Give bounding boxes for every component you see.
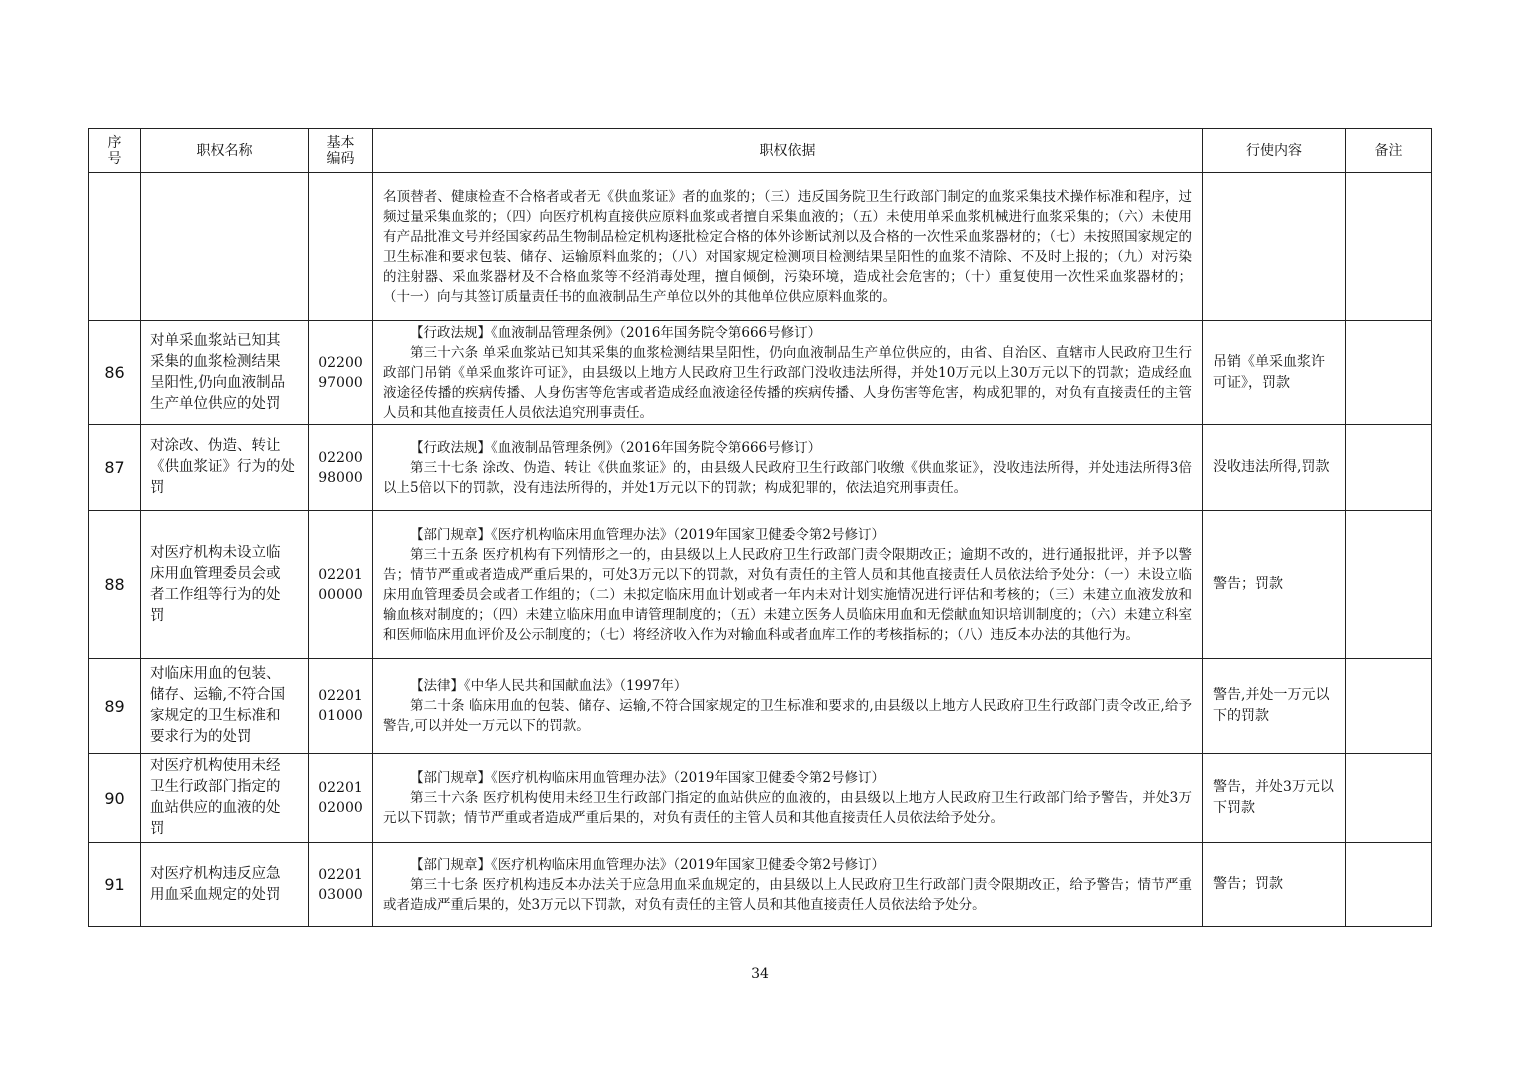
power-name-line: 家规定的卫生标准和 [150, 708, 281, 724]
power-name-line: 者工作组等行为的处 [150, 586, 281, 603]
power-name-line: 对涂改、伪造、转让 [150, 438, 281, 454]
power-name-line: 对医疗机构违反应急 [150, 865, 281, 882]
power-name-line: 对医疗机构使用未经 [150, 758, 281, 774]
row-seq-no: 90 [89, 754, 141, 843]
row-exercise-content: 没收违法所得,罚款 [1203, 425, 1346, 511]
row-power-basis [373, 754, 1203, 843]
table-row [89, 511, 1432, 659]
power-name-line: 床用血管理委员会或 [150, 565, 281, 582]
power-name-line: 罚 [150, 607, 165, 624]
row-remark [1346, 511, 1432, 659]
header-seq-no: 序 号 [89, 129, 141, 173]
continuation-basis-text: 名顶替者、健康检查不合格者或者无《供血浆证》者的血浆的；（三）违反国务院卫生行政部门制定的血浆采集技术操作标准和程序，过频过量采集血浆的；（四）向医疗机构直接供应原料血浆或者擅自采集血液的；（五）未使用单采血浆机械进行血浆采集的；（六）未使用有产品批准文号并经国家药品生物制品检定机构逐批检定合格的体外诊断试剂以及合格的一次性采血浆器材的；（七）未按照国家规定的卫生标准和要求包装、储存、运输原料血浆的；（八）对国家规定检测项目检测结果呈阳性的血浆不清除、不及时上报的；（九）对污染的注射器、采血浆器材及不合格血浆等不经消毒处理，擅自倾倒，污染环境，造成社会危害的；（十）重复使用一次性采血浆器材的；（十一）向与其签订质量责任书的血液制品生产单位以外的其他单位供应原料血浆的。 [383, 188, 1192, 305]
power-name-line: 呈阳性,仍向血液制品 [150, 374, 286, 391]
power-name-line: 对临床用血的包装、 [150, 666, 281, 682]
power-name-line: 采集的血浆检测结果 [150, 353, 281, 370]
basic-code-line: 02200 [318, 354, 363, 371]
power-name-line: 要求行为的处罚 [150, 729, 252, 745]
row-remark [1346, 754, 1432, 843]
basic-code-line: 02201 [318, 866, 363, 883]
row-basic-code [309, 425, 373, 511]
continuation-content-cell [1203, 173, 1346, 321]
basic-code-line: 01000 [318, 708, 363, 724]
row-power-name [141, 754, 309, 843]
power-name-line: 储存、运输,不符合国 [150, 687, 286, 703]
basis-source: 【法律】《中华人民共和国献血法》（1997年） [410, 678, 688, 694]
basic-code-line: 03000 [318, 886, 363, 903]
basis-source: 【部门规章】《医疗机构临床用血管理办法》（2019年国家卫健委令第2号修订） [410, 856, 885, 873]
row-power-name [141, 425, 309, 511]
power-name-line: 用血采血规定的处罚 [150, 886, 281, 903]
power-name-line: 生产单位供应的处罚 [150, 395, 281, 412]
row-remark [1346, 425, 1432, 511]
power-name-line: 对单采血浆站已知其 [150, 332, 281, 349]
basic-code-line: 02000 [318, 800, 363, 816]
basic-code-line: 97000 [318, 374, 363, 391]
basis-article-text: 第三十七条 涂改、伪造、转让《供血浆证》的，由县级人民政府卫生行政部门收缴《供血浆证》，没收违法所得，并处违法所得3倍以上5倍以下的罚款，没有违法所得的，并处1万元以下的罚款；构成犯罪的，依法追究刑事责任。 [383, 459, 1192, 496]
row-basic-code [309, 321, 373, 425]
row-power-name [141, 321, 309, 425]
row-exercise-content: 警告,并处一万元以下的罚款 [1203, 659, 1346, 754]
header-basic-code: 基本 编码 [309, 129, 373, 173]
row-seq-no: 87 [89, 425, 141, 511]
basic-code-line: 02200 [318, 449, 363, 466]
header-power-basis: 职权依据 [373, 129, 1203, 173]
row-seq-no: 89 [89, 659, 141, 754]
row-power-basis [373, 321, 1203, 425]
basis-source: 【部门规章】《医疗机构临床用血管理办法》（2019年国家卫健委令第2号修订） [410, 526, 885, 543]
row-seq-no: 91 [89, 843, 141, 927]
continuation-basis-cell [373, 173, 1203, 321]
row-power-name [141, 511, 309, 659]
row-exercise-content: 警告，并处3万元以下罚款 [1203, 754, 1346, 843]
continuation-code-cell [309, 173, 373, 321]
power-name-line: 罚 [150, 480, 165, 496]
basis-article-text: 第二十条 临床用血的包装、储存、运输,不符合国家规定的卫生标准和要求的,由县级以上地方人民政府卫生行政部门责令改正,给予警告,可以并处一万元以下的罚款。 [383, 698, 1192, 734]
table-row [89, 843, 1432, 927]
page-number: 34 [751, 966, 769, 982]
row-power-basis [373, 425, 1203, 511]
table-row [89, 425, 1432, 511]
table-row [89, 754, 1432, 843]
basis-article-text: 第三十五条 医疗机构有下列情形之一的，由县级以上人民政府卫生行政部门责令限期改正；逾期不改的，进行通报批评，并予以警告；情节严重或者造成严重后果的，可处3万元以下的罚款，对负有责任的主管人员和其他直接责任人员依法给予处分：（一）未设立临床用血管理委员会或者工作组的；（二）未拟定临床用血计划或者一年内未对计划实施情况进行评估和考核的；（三）未建立血液发放和输血核对制度的；（四）未建立临床用血申请管理制度的；（五）未建立医务人员临床用血和无偿献血知识培训制度的；（六）未建立科室和医师临床用血评价及公示制度的；（七）将经济收入作为对输血科或者血库工作的考核指标的；（八）违反本办法的其他行为。 [383, 546, 1192, 643]
header-power-name: 职权名称 [141, 129, 309, 173]
basis-source: 【部门规章】《医疗机构临床用血管理办法》（2019年国家卫健委令第2号修订） [410, 770, 885, 786]
basis-source: 【行政法规】《血液制品管理条例》（2016年国务院令第666号修订） [410, 324, 822, 341]
power-name-line: 罚 [150, 821, 165, 837]
basis-source: 【行政法规】《血液制品管理条例》（2016年国务院令第666号修订） [410, 439, 822, 456]
basic-code-line: 02201 [318, 688, 363, 704]
row-power-basis [373, 511, 1203, 659]
row-power-basis [373, 659, 1203, 754]
row-remark [1346, 659, 1432, 754]
power-list-table [88, 128, 1432, 927]
row-power-name [141, 843, 309, 927]
row-power-name [141, 659, 309, 754]
basic-code-line: 02201 [318, 780, 363, 796]
row-remark [1346, 843, 1432, 927]
basis-article-text: 第三十六条 单采血浆站已知其采集的血浆检测结果呈阳性，仍向血液制品生产单位供应的，由省、自治区、直辖市人民政府卫生行政部门吊销《单采血浆许可证》，由县级以上地方人民政府卫生行政部门没收违法所得，并处10万元以上30万元以下的罚款；造成经血液途径传播的疾病传播、人身伤害等危害或者造成经血液途径传播的疾病传播、人身伤害等危害，构成犯罪的，对负有直接责任的主管人员和其他直接责任人员依法追究刑事责任。 [383, 344, 1192, 421]
row-remark [1346, 321, 1432, 425]
continuation-row [89, 173, 1432, 321]
row-exercise-content: 警告；罚款 [1203, 843, 1346, 927]
basic-code-line: 98000 [318, 469, 363, 486]
power-name-line: 对医疗机构未设立临 [150, 544, 281, 561]
table-row [89, 659, 1432, 754]
continuation-remark-cell [1346, 173, 1432, 321]
row-basic-code [309, 511, 373, 659]
header-remark: 备注 [1346, 129, 1432, 173]
row-seq-no: 88 [89, 511, 141, 659]
basic-code-line: 00000 [318, 586, 363, 603]
row-basic-code [309, 659, 373, 754]
basis-article-text: 第三十七条 医疗机构违反本办法关于应急用血采血规定的，由县级以上人民政府卫生行政部门责令限期改正，给予警告；情节严重或者造成严重后果的，处3万元以下罚款，对负有责任的主管人员和其他直接责任人员依法给予处分。 [383, 876, 1192, 913]
power-name-line: 卫生行政部门指定的 [150, 779, 281, 795]
table-header-row [89, 129, 1432, 173]
continuation-name-cell [141, 173, 309, 321]
power-name-line: 血站供应的血液的处 [150, 800, 281, 816]
row-seq-no: 86 [89, 321, 141, 425]
row-basic-code [309, 754, 373, 843]
table-row [89, 321, 1432, 425]
continuation-no-cell [89, 173, 141, 321]
row-power-basis [373, 843, 1203, 927]
row-exercise-content: 吊销《单采血浆许可证》，罚款 [1203, 321, 1346, 425]
basis-article-text: 第三十六条 医疗机构使用未经卫生行政部门指定的血站供应的血液的，由县级以上地方人民政府卫生行政部门给予警告，并处3万元以下罚款；情节严重或者造成严重后果的，对负有责任的主管人员和其他直接责任人员依法给予处分。 [383, 790, 1192, 826]
header-exercise-content: 行使内容 [1203, 129, 1346, 173]
basic-code-line: 02201 [318, 566, 363, 583]
row-exercise-content: 警告；罚款 [1203, 511, 1346, 659]
power-name-line: 《供血浆证》行为的处 [150, 459, 295, 475]
row-basic-code [309, 843, 373, 927]
